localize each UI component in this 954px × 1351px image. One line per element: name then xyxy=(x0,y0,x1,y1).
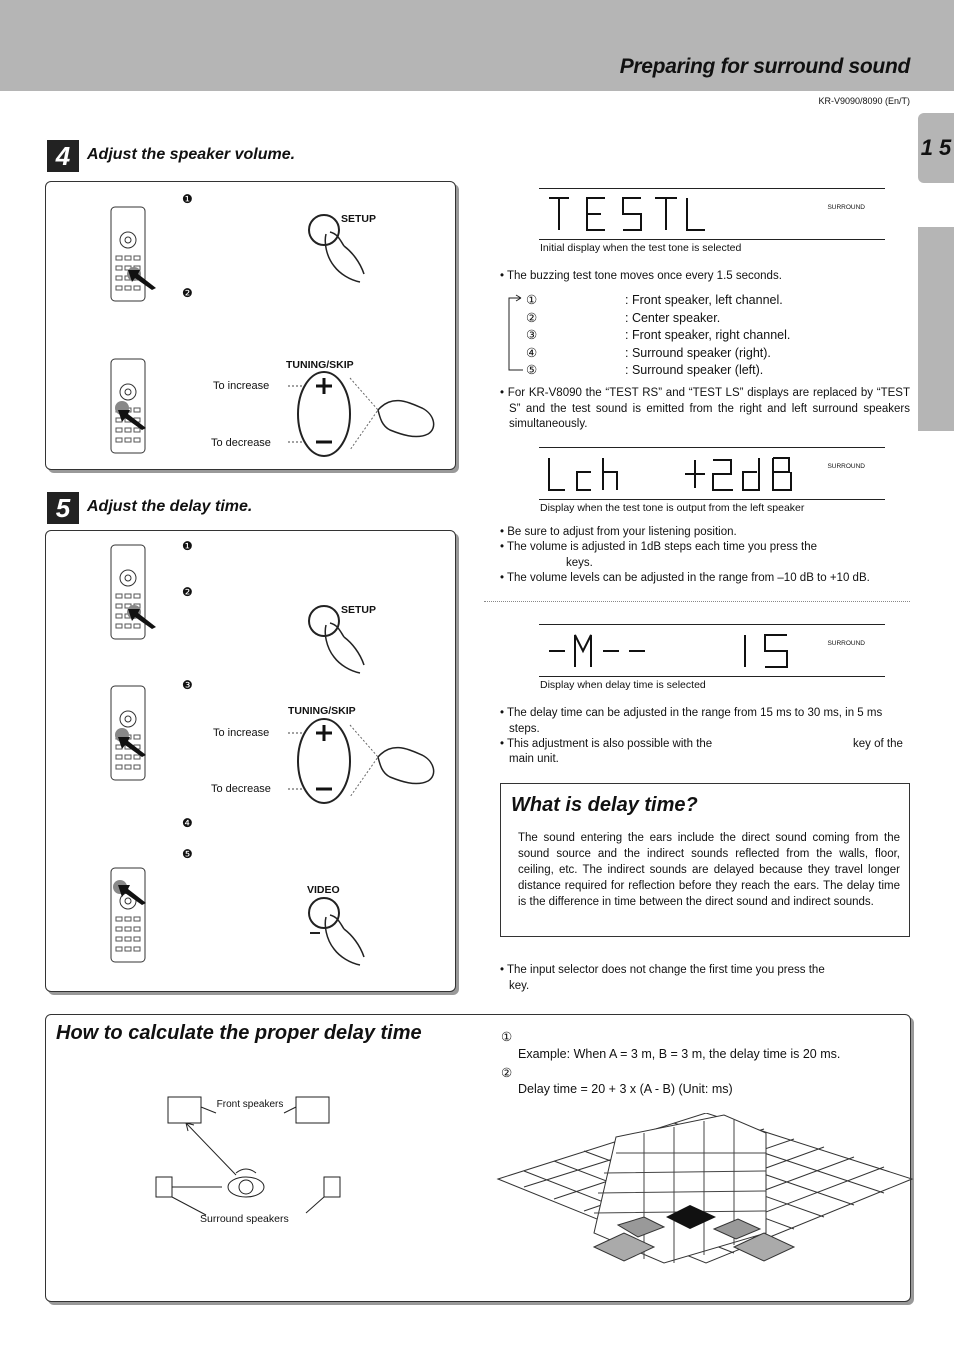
tuning-skip-label: TUNING/SKIP xyxy=(286,359,354,371)
substep-3: ❸ xyxy=(182,678,193,692)
display-caption: Display when the test tone is output from the left speaker xyxy=(540,502,805,514)
substep-4: ❹ xyxy=(182,816,193,830)
volume-note-1: • Be sure to adjust from your listening position. xyxy=(500,526,737,538)
setup-button-icon[interactable] xyxy=(304,212,377,284)
step-4-badge: 4 xyxy=(47,140,79,172)
page-number-tab: 1 5 xyxy=(918,113,954,183)
lcd-segments xyxy=(547,195,707,233)
front-left-speaker xyxy=(168,1097,201,1123)
delay-note-1: • The delay time can be adjusted in the range from 15 ms to 30 ms, in 5 ms steps. xyxy=(500,707,883,735)
substep-2: ❷ xyxy=(182,286,193,300)
tone-note: • The buzzing test tone moves once every 1.5 seconds. xyxy=(500,270,782,282)
video-button-icon[interactable] xyxy=(304,895,374,971)
delay-note-2-cont: key of the xyxy=(853,738,903,750)
list-item: ⑤ : Surround speaker (left). xyxy=(526,363,764,377)
speaker-list xyxy=(526,292,906,380)
calc-example: Example: When A = 3 m, B = 3 m, the delay time is 20 ms. xyxy=(518,1047,841,1061)
surround-right-speaker xyxy=(324,1177,340,1197)
lcd-display-level xyxy=(539,447,885,500)
increase-label: To increase xyxy=(213,727,270,739)
box-title: What is delay time? xyxy=(511,794,698,816)
list-item: ② : Center speaker. xyxy=(526,310,721,325)
input-note-cont: key. xyxy=(509,980,530,992)
front-right-speaker xyxy=(296,1097,329,1123)
input-note: • The input selector does not change the first time you press the xyxy=(500,964,825,976)
substep-1: ❶ xyxy=(182,192,193,206)
section-divider xyxy=(484,601,910,602)
list-item: ① : Front speaker, left channel. xyxy=(526,293,783,307)
step-5-badge: 5 xyxy=(47,492,79,524)
arrow-icon xyxy=(128,268,158,290)
volume-note-2-cont: keys. xyxy=(566,557,593,569)
tuning-skip-key-icon[interactable] xyxy=(282,715,442,805)
list-item: ④ : Surround speaker (right). xyxy=(526,345,771,360)
setup-label: SETUP xyxy=(341,213,377,225)
tuning-skip-key-icon[interactable] xyxy=(282,368,442,458)
front-speakers-label: Front speakers xyxy=(216,1099,284,1110)
lcd-display-delay xyxy=(539,624,885,677)
tuning-skip-label: TUNING/SKIP xyxy=(288,705,356,717)
substep-1: ❶ xyxy=(182,539,193,553)
v8090-note: • For KR-V8090 the “TEST RS” and “TEST LS” displays are replaced by “TEST S” and the test sound is emitted from the right and left surround speakers simultaneously. xyxy=(500,387,910,430)
decrease-label: To decrease xyxy=(211,437,271,449)
step-5-title: Adjust the delay time. xyxy=(87,498,253,515)
display-caption: Display when delay time is selected xyxy=(540,679,706,691)
volume-note-2: • The volume is adjusted in 1dB steps each time you press the xyxy=(500,541,818,553)
calc-item-1: ① xyxy=(501,1030,513,1044)
step-4-panel xyxy=(45,181,456,470)
calc-item-2: ② xyxy=(501,1066,513,1080)
page-title: Preparing for surround sound xyxy=(619,55,910,78)
remote-icon xyxy=(110,685,146,781)
increase-label: To increase xyxy=(213,380,270,392)
setup-label: SETUP xyxy=(341,604,377,616)
arrow-icon xyxy=(118,408,148,430)
surround-speakers-label: Surround speakers xyxy=(200,1213,289,1225)
arrow-icon xyxy=(118,735,148,757)
surround-indicator: SURROUND xyxy=(827,463,865,470)
step-4-title: Adjust the speaker volume. xyxy=(87,146,296,163)
lcd-segments xyxy=(547,633,797,669)
step-5-panel xyxy=(45,530,456,992)
surround-indicator: SURROUND xyxy=(827,640,865,647)
substep-2: ❷ xyxy=(182,585,193,599)
speaker-layout-diagram xyxy=(146,1091,376,1221)
what-is-delay-box xyxy=(500,783,910,937)
display-caption: Initial display when the test tone is selected xyxy=(540,242,742,254)
lcd-display-test xyxy=(539,188,885,240)
arrow-icon xyxy=(118,883,148,905)
box-text: The sound entering the ears include the direct sound coming from the sound source and the indirect sounds reflected from the walls, floor, ceiling, etc. The indirect sounds are delayed because they travel longer distance required for reflection before they reach the ears. The delay time is the difference in time between the direct sound and indirect sounds. xyxy=(518,832,900,908)
delay-note-2-end: main unit. xyxy=(509,753,559,765)
model-number: KR-V9090/8090 (En/T) xyxy=(818,96,910,106)
decrease-label: To decrease xyxy=(211,783,271,795)
volume-note-3: • The volume levels can be adjusted in the range from –10 dB to +10 dB. xyxy=(500,572,870,584)
delay-note-2: • This adjustment is also possible with the xyxy=(500,738,713,750)
lcd-segments xyxy=(547,456,797,492)
substep-5: ❺ xyxy=(182,847,193,861)
list-item: ③ : Front speaker, right channel. xyxy=(526,328,791,342)
cycle-bracket-icon xyxy=(505,294,525,376)
room-grid-diagram xyxy=(494,1113,914,1293)
calc-title: How to calculate the proper delay time xyxy=(56,1022,422,1044)
remote-icon xyxy=(110,358,146,454)
setup-button-icon[interactable] xyxy=(304,603,377,675)
side-tab xyxy=(918,227,954,431)
remote-icon xyxy=(110,867,146,963)
video-label: VIDEO xyxy=(307,884,340,896)
arrow-icon xyxy=(128,607,158,629)
surround-indicator: SURROUND xyxy=(827,204,865,211)
surround-left-speaker xyxy=(156,1177,172,1197)
calc-panel xyxy=(45,1014,911,1302)
calc-formula: Delay time = 20 + 3 x (A - B) (Unit: ms) xyxy=(518,1082,733,1096)
